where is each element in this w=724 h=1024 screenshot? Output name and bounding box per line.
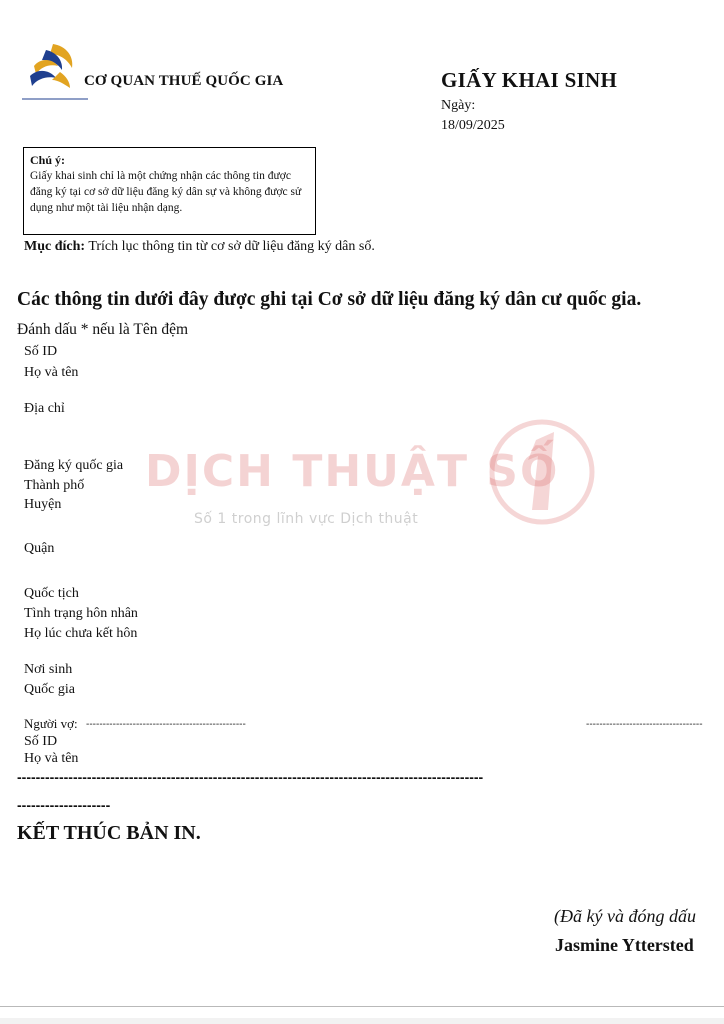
- number-one-circle-icon: [488, 418, 596, 526]
- main-heading: Các thông tin dưới đây được ghi tại Cơ sở dữ liệu đăng ký dân cư quốc gia.: [17, 289, 642, 310]
- field-address: Địa chỉ: [24, 401, 65, 416]
- spouse-full-name: Họ và tên: [24, 751, 79, 766]
- field-country-registration: Đăng ký quốc gia: [24, 458, 124, 473]
- date-value: 18/09/2025: [441, 118, 505, 133]
- spouse-id-number: Số ID: [24, 734, 58, 749]
- field-country: Quốc gia: [24, 682, 75, 697]
- spouse-divider-left: ------------------------------------------------: [86, 719, 246, 730]
- field-birthplace: Nơi sinh: [24, 662, 73, 677]
- page-bottom-rule: [0, 1006, 724, 1007]
- field-nationality: Quốc tịch: [24, 586, 79, 601]
- agency-name: CƠ QUAN THUẾ QUỐC GIA: [84, 73, 284, 89]
- purpose-text: Trích lục thông tin từ cơ sở dữ liệu đăng ký dân số.: [88, 239, 375, 254]
- spouse-label: Người vợ:: [24, 716, 78, 731]
- separator-line-1: ----------------------------------------------------------------------------------------------------: [17, 769, 484, 785]
- date-label: Ngày:: [441, 98, 476, 113]
- spouse-divider-right: -----------------------------------: [586, 719, 703, 730]
- signature-note: (Đã ký và đóng dấu: [554, 906, 696, 926]
- signer-name: Jasmine Yttersted: [555, 935, 694, 955]
- field-district-huyen: Huyện: [24, 497, 62, 512]
- separator-line-2: --------------------: [17, 797, 111, 813]
- field-city: Thành phố: [24, 478, 85, 493]
- field-full-name: Họ và tên: [24, 365, 79, 380]
- purpose-line: [24, 239, 375, 255]
- logo-underline: [22, 98, 88, 100]
- document-title: GIẤY KHAI SINH: [441, 68, 618, 92]
- purpose-label: Mục đích:: [24, 239, 86, 254]
- middle-name-note: Đánh dấu * nếu là Tên đệm: [17, 321, 189, 338]
- end-of-print: KẾT THÚC BẢN IN.: [17, 822, 201, 844]
- field-id-number: Số ID: [24, 344, 58, 359]
- notice-title: Chú ý:: [30, 153, 66, 167]
- watermark-brand: DỊCH THUẬT SỐ: [145, 446, 560, 497]
- field-marital-status: Tình trạng hôn nhân: [24, 606, 138, 621]
- watermark-tagline: Số 1 trong lĩnh vực Dịch thuật: [194, 511, 419, 527]
- page-bottom-band: [0, 1018, 724, 1024]
- tax-agency-logo-icon: [26, 40, 80, 90]
- notice-text: Giấy khai sinh chỉ là một chứng nhận các thông tin được đăng ký tại cơ sở dữ liệu đăng ký dân sự và không được sử dụng như một tài liệu nhận dạng.: [30, 170, 302, 214]
- field-maiden-name: Họ lúc chưa kết hôn: [24, 626, 138, 641]
- field-district-quan: Quận: [24, 541, 55, 556]
- notice-box: [23, 147, 316, 235]
